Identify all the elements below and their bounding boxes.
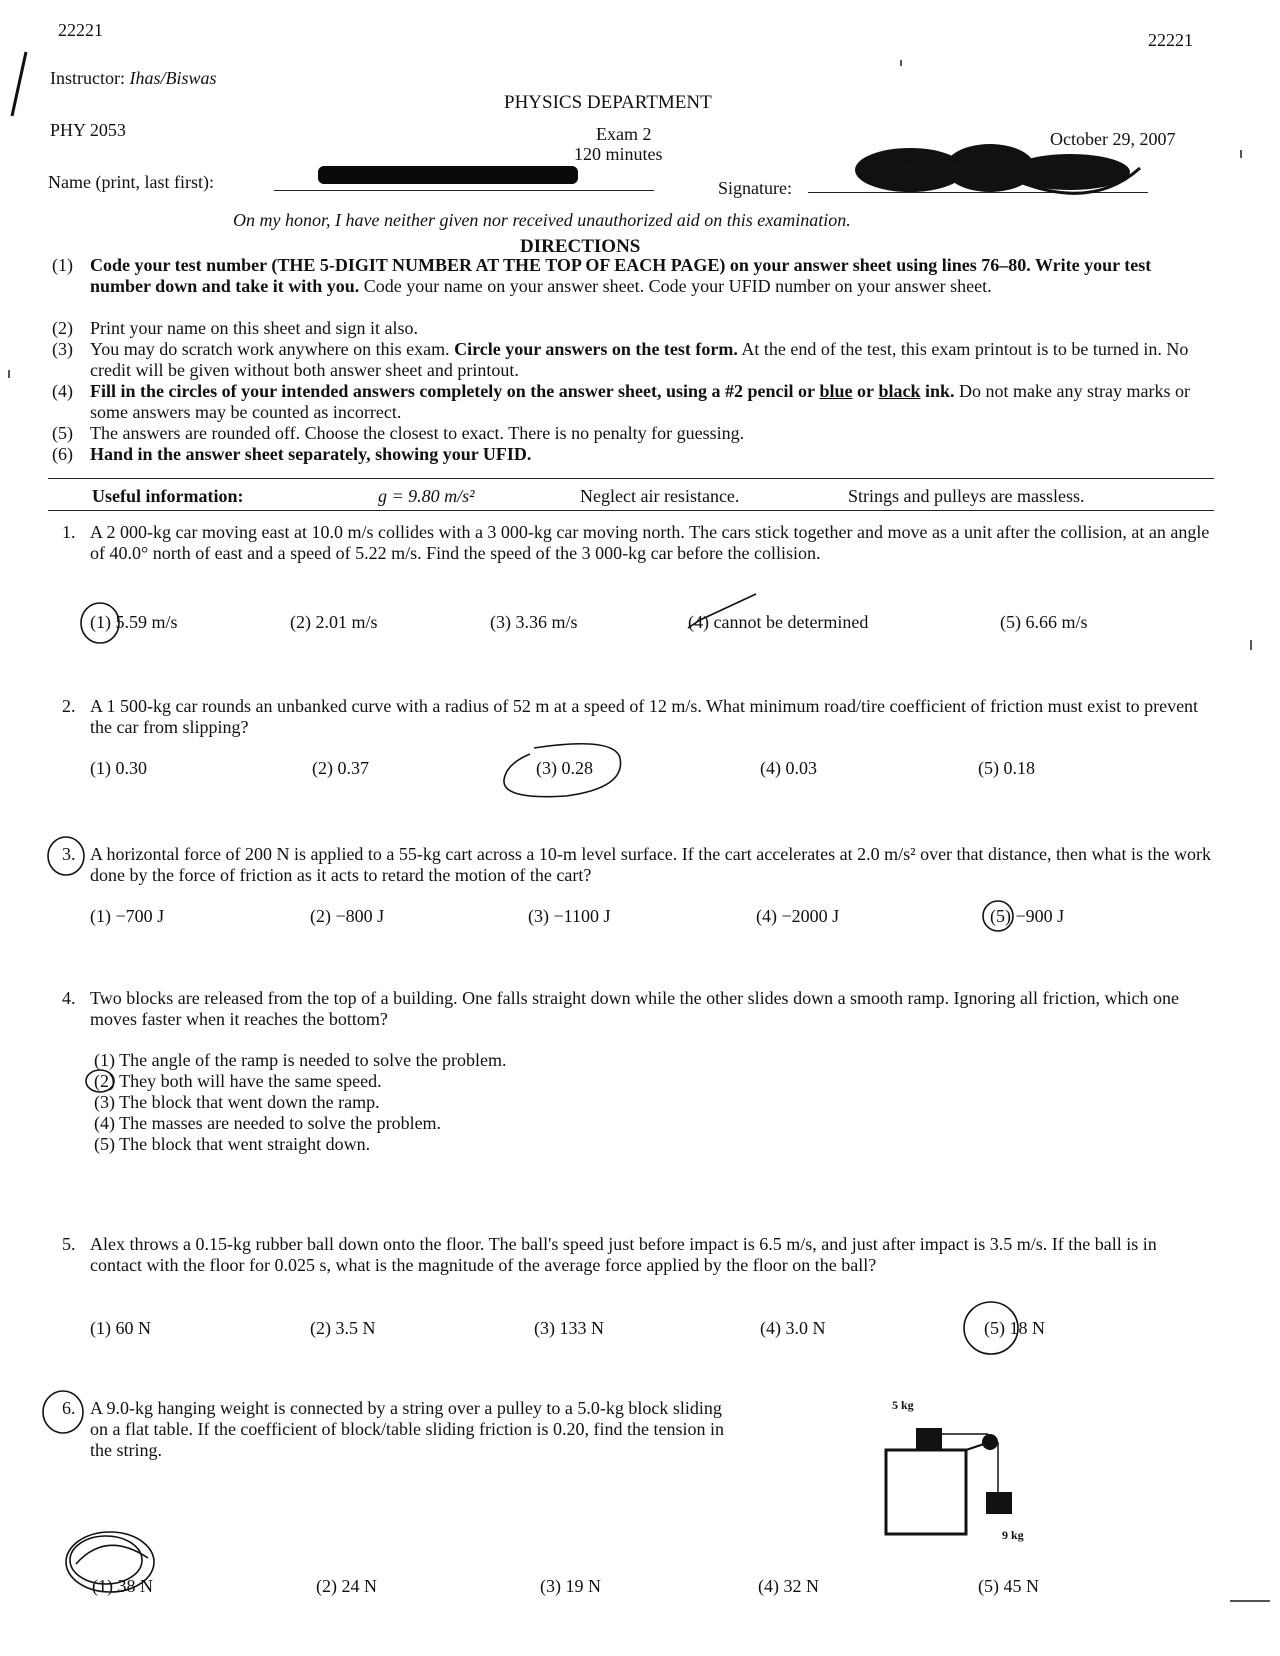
q4-option-2[interactable]: (2) They both will have the same speed. [94,1071,382,1091]
gravity-constant: g = 9.80 m/s² [378,486,475,506]
signature-scribble [850,138,1150,200]
question-6 [62,1398,742,1461]
strings-note: Strings and pulleys are massless. [848,486,1085,506]
direction-num: (4) [52,381,73,401]
q6-scribble-circle [56,1520,166,1600]
q6-option-2[interactable]: (2) 24 N [316,1576,377,1596]
q2-option-4[interactable]: (4) 0.03 [760,758,817,778]
q1-checkmark [686,590,762,634]
scan-speck [900,60,902,66]
q6-option-4[interactable]: (4) 32 N [758,1576,819,1596]
direction-item-3 [52,339,1212,381]
question-number: 3. [62,844,76,864]
q2-answer-circle [494,740,634,800]
direction-bold-blue: blue [819,381,853,401]
q3-option-4[interactable]: (4) −2000 J [756,906,840,926]
direction-item-5 [52,423,1212,444]
direction-bold-black: black [878,381,921,401]
question-text: Alex throws a 0.15-kg rubber ball down onto the floor. The ball's speed just before impact is 6.5 m/s, and just after impact is 3.5 m/s. If the ball is in contact with the floor for 0.025 s, what is the magnitude of the average force applied by the floor on the ball? [90,1234,1157,1275]
question-number: 6. [62,1398,76,1418]
hanging-weight-9kg [986,1492,1012,1514]
q6-option-3[interactable]: (3) 19 N [540,1576,601,1596]
table-shape [886,1450,966,1534]
signature-label: Signature: [718,178,792,198]
q5-option-2[interactable]: (2) 3.5 N [310,1318,376,1338]
q4-option-4[interactable]: (4) The masses are needed to solve the problem. [94,1113,442,1133]
direction-bold: Circle your answers on the test form. [454,339,738,359]
question-number: 2. [62,696,76,716]
direction-bold: Hand in the answer sheet separately, showing your UFID. [90,444,532,464]
direction-bold: Fill in the circles of your intended answers completely on the answer sheet, using a #2 pencil or [90,381,815,401]
hanging-mass-label: 9 kg [1002,1528,1024,1542]
q4-option-1[interactable]: (1) The angle of the ramp is needed to solve the problem. [94,1050,507,1070]
q5-answer-circle [960,1298,1022,1358]
q4-option-5[interactable]: (5) The block that went straight down. [94,1134,371,1154]
direction-pre: You may do scratch work anywhere on this exam. [90,339,455,359]
q3-answer-circle [980,898,1016,934]
q2-option-1[interactable]: (1) 0.30 [90,758,147,778]
question-1 [62,522,1212,564]
directions-title: DIRECTIONS [520,236,641,257]
q1-option-1[interactable]: (1) 5.59 m/s [90,612,178,632]
info-rule-top [48,478,1214,479]
instructor-line [50,68,217,89]
q2-option-3[interactable]: (3) 0.28 [536,758,593,778]
direction-num: (6) [52,444,73,464]
scan-speck [8,370,10,378]
q5-option-3[interactable]: (3) 133 N [534,1318,604,1338]
instructor-label: Instructor: [50,68,125,88]
direction-item-2 [52,318,1212,339]
margin-pen-stroke [8,50,30,120]
question-text: Two blocks are released from the top of a building. One falls straight down while the other slides down a smooth ramp. Ignoring all friction, which one moves faster when it reaches the bottom? [90,988,1179,1029]
direction-item-1 [52,255,1212,297]
question-3 [62,844,1212,886]
block-mass-label: 5 kg [892,1398,914,1412]
question-text: A 2 000-kg car moving east at 10.0 m/s collides with a 3 000-kg car moving north. The cars stick together and move as a unit after the collision, at an angle of 40.0° north of east and a speed of 5.22 m/s. Find the speed of the 3 000-kg car before the collision. [90,522,1210,563]
direction-bold-ink: ink. [925,381,955,401]
useful-info-label: Useful information: [92,486,244,506]
name-line [274,190,654,191]
q1-option-3[interactable]: (3) 3.36 m/s [490,612,578,632]
exam-date: October 29, 2007 [1050,129,1176,149]
scan-speck [1250,640,1252,650]
q3-option-5[interactable]: (5) −900 J [990,906,1065,926]
q3-option-1[interactable]: (1) −700 J [90,906,165,926]
direction-num: (2) [52,318,73,338]
air-resistance-note: Neglect air resistance. [580,486,740,506]
q4-option-3[interactable]: (3) The block that went down the ramp. [94,1092,380,1112]
q6-option-5[interactable]: (5) 45 N [978,1576,1039,1596]
direction-item-4 [52,381,1212,423]
block-5kg [916,1428,942,1450]
question-5 [62,1234,1212,1276]
name-redaction [318,166,578,184]
instructor-name: Ihas/Biswas [129,68,217,88]
q5-option-5[interactable]: (5) 18 N [984,1318,1045,1338]
q3-option-3[interactable]: (3) −1100 J [528,906,611,926]
info-rule-bottom [48,510,1214,511]
question-2 [62,696,1212,738]
q3-number-circle [44,834,88,878]
q1-answer-circle [78,600,124,646]
honor-statement: On my honor, I have neither given nor received unauthorized aid on this examination. [233,210,851,230]
test-number-right: 22221 [1148,30,1193,50]
question-text: A 9.0-kg hanging weight is connected by a string over a pulley to a 5.0-kg block sliding on a flat table. If the coefficient of block/table sliding friction is 0.20, find the tension in the string. [90,1398,724,1460]
direction-text: Print your name on this sheet and sign it also. [90,318,418,338]
direction-bold-or: or [857,381,874,401]
name-label: Name (print, last first): [48,172,214,192]
question-number: 4. [62,988,76,1008]
direction-item-6 [52,444,1212,465]
course-code: PHY 2053 [50,120,126,140]
direction-text: Code your name on your answer sheet. Code your UFID number on your answer sheet. [359,276,992,296]
q2-option-2[interactable]: (2) 0.37 [312,758,369,778]
question-number: 1. [62,522,76,542]
scan-speck [1230,1600,1270,1602]
question-number: 5. [62,1234,76,1254]
q2-option-5[interactable]: (5) 0.18 [978,758,1035,778]
direction-num: (1) [52,255,73,275]
question-text: A 1 500-kg car rounds an unbanked curve with a radius of 52 m at a speed of 12 m/s. What minimum road/tire coefficient of friction must exist to prevent the car from slipping? [90,696,1199,737]
q1-option-5[interactable]: (5) 6.66 m/s [1000,612,1088,632]
q1-option-2[interactable]: (2) 2.01 m/s [290,612,378,632]
scan-speck [1240,150,1242,158]
department-title: PHYSICS DEPARTMENT [504,92,712,113]
question-text: A horizontal force of 200 N is applied to a 55-kg cart across a 10-m level surface. If the cart accelerates at 2.0 m/s² over that distance, then what is the work done by the force of friction as it acts to retard the motion of the cart? [90,844,1211,885]
direction-num: (3) [52,339,73,359]
exam-title: Exam 2 [596,124,652,144]
q3-option-2[interactable]: (2) −800 J [310,906,385,926]
direction-bold: Code your test number (THE 5-DIGIT NUMBER AT THE TOP OF EACH PAGE) on your answer sheet using lines 76–80. Write your test number down and take it with you. [90,255,1152,296]
direction-text: The answers are rounded off. Choose the closest to exact. There is no penalty for guessing. [90,423,745,443]
q4-answer-circle [82,1068,122,1096]
exam-duration: 120 minutes [574,144,663,164]
q5-option-4[interactable]: (4) 3.0 N [760,1318,826,1338]
question-4 [62,988,1212,1030]
test-number-left: 22221 [58,20,103,40]
q1-option-4[interactable]: (4) cannot be determined [688,612,869,632]
q6-option-1[interactable]: (1) 38 N [92,1576,153,1596]
q6-number-circle [38,1388,88,1438]
direction-text: At the end of the test, this exam printout is to be turned in. No credit will be given without both answer sheet and printout. [90,339,1189,380]
q5-option-1[interactable]: (1) 60 N [90,1318,151,1338]
direction-num: (5) [52,423,73,443]
pulley-diagram [880,1400,1050,1550]
direction-text: Do not make any stray marks or some answers may be counted as incorrect. [90,381,1190,422]
